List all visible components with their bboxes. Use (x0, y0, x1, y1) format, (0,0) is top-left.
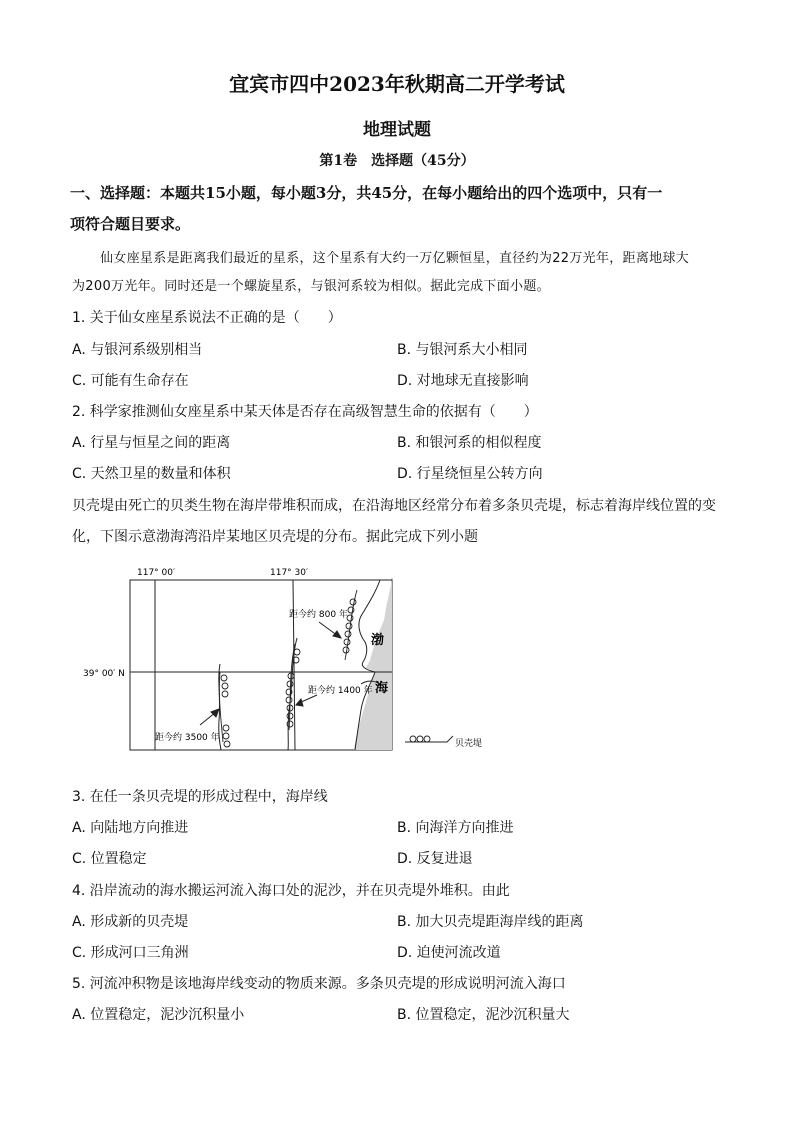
label-800: 距今约 800 年 (289, 610, 348, 620)
label-1400: 距今约 1400 年 (308, 686, 373, 696)
question-2-option-d[interactable]: D. 行星绕恒星公转方向 (397, 466, 543, 482)
lon-label-1: 117° 00′ (137, 568, 176, 578)
question-3-stem: 3. 在任一条贝壳堤的形成过程中，海岸线 (72, 789, 328, 805)
question-2-option-a[interactable]: A. 行星与恒星之间的距离 (72, 435, 231, 451)
sea-label-1: 渤 (371, 633, 385, 648)
question-2-stem: 2. 科学家推测仙女座星系中某天体是否存在高级智慧生命的依据有（ ） (72, 404, 538, 420)
section-instruction-line2: 项符合题目要求。 (70, 215, 191, 233)
question-1-option-d[interactable]: D. 对地球无直接影响 (397, 373, 529, 389)
question-3-option-d[interactable]: D. 反复进退 (397, 851, 473, 867)
sea-label-2: 海 (375, 681, 389, 696)
question-4-option-d[interactable]: D. 迫使河流改道 (397, 945, 501, 961)
question-1-stem: 1. 关于仙女座星系说法不正确的是（ ） (72, 310, 342, 326)
question-3-option-b[interactable]: B. 向海洋方向推进 (397, 820, 514, 836)
question-3-option-a[interactable]: A. 向陆地方向推进 (72, 820, 189, 836)
part-title: 第1卷 选择题（45分） (319, 153, 475, 169)
label-3500: 距今约 3500 年 (155, 733, 220, 743)
question-1-option-c[interactable]: C. 可能有生命存在 (72, 373, 189, 389)
map-frame (130, 580, 392, 750)
shell-ridge-3500 (219, 672, 230, 747)
question-5-stem: 5. 河流冲积物是该地海岸线变动的物质来源。多条贝壳堤的形成说明河流入海口 (72, 976, 566, 992)
lon-label-2: 117° 30′ (270, 568, 309, 578)
question-1-option-a[interactable]: A. 与银河系级别相当 (72, 342, 203, 358)
exam-title: 宜宾市四中2023年秋期高二开学考试 (229, 72, 565, 96)
subject-title: 地理试题 (363, 120, 431, 140)
legend-shell-ridge-symbol (405, 736, 453, 742)
passage1-line2: 为200万光年。同时还是一个螺旋星系，与银河系较为相似。据此完成下面小题。 (72, 279, 550, 294)
passage2-line1: 贝壳堤由死亡的贝类生物在海岸带堆积而成，在沿海地区经常分布着多条贝壳堤，标志着海岸线位置的变 (72, 498, 716, 514)
question-5-option-b[interactable]: B. 位置稳定，泥沙沉积量大 (397, 1007, 570, 1023)
question-5-option-a[interactable]: A. 位置稳定，泥沙沉积量小 (72, 1007, 245, 1023)
question-2-option-c[interactable]: C. 天然卫星的数量和体积 (72, 466, 231, 482)
section-instruction-line1: 一、选择题：本题共15小题，每小题3分，共45分，在每小题给出的四个选项中，只有一 (70, 184, 663, 202)
passage2-line2: 化，下图示意渤海湾沿岸某地区贝壳堤的分布。据此完成下列小题 (72, 529, 478, 545)
question-4-option-a[interactable]: A. 形成新的贝壳堤 (72, 914, 189, 930)
arrow-3500 (200, 709, 219, 725)
lat-label: 39° 00′ N (83, 669, 125, 679)
shell-ridge-800 (343, 590, 357, 660)
arrow-800 (319, 622, 341, 638)
question-2-option-b[interactable]: B. 和银河系的相似程度 (397, 435, 542, 451)
question-4-option-b[interactable]: B. 加大贝壳堤距海岸线的距离 (397, 914, 584, 930)
question-3-option-c[interactable]: C. 位置稳定 (72, 851, 147, 867)
question-1-option-b[interactable]: B. 与银河系大小相同 (397, 342, 528, 358)
legend-label: 贝壳堤 (455, 739, 483, 749)
shell-ridge-map (75, 560, 495, 770)
question-4-stem: 4. 沿岸流动的海水搬运河流入海口处的泥沙，并在贝壳堤外堆积。由此 (72, 883, 510, 899)
passage1-line1: 仙女座星系是距离我们最近的星系，这个星系有大约一万亿颗恒星，直径约为22万光年，距离地球大 (100, 251, 690, 266)
arrow-1400 (296, 695, 317, 706)
question-4-option-c[interactable]: C. 形成河口三角洲 (72, 945, 189, 961)
